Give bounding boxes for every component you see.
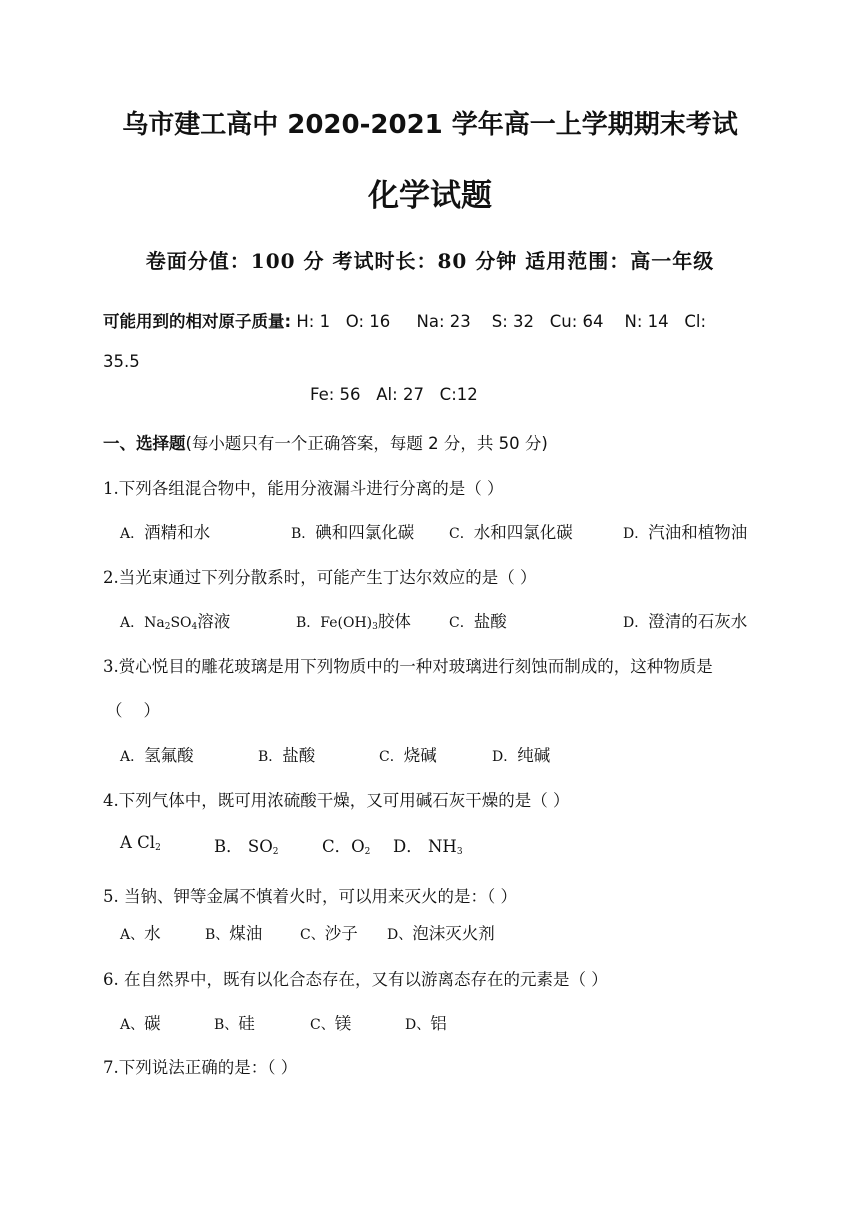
question-number: 3. [103,657,119,676]
atomic-mass-values: H: 1 O: 16 Na: 23 S: 32 Cu: 64 N: 14 Cl: [296,312,707,331]
question-text: 当钠、钾等金属不慎着火时，可以用来灭火的是：（ ） [124,887,517,906]
q1-option-a: A．酒精和水 [120,523,211,542]
atomic-mass-label: 可能用到的相对原子质量: [103,312,292,331]
q6-option-c: C、镁 [310,1014,352,1033]
q5-option-a: A、水 [120,924,161,943]
atomic-mass-line-3: Fe: 56 Al: 27 C:12 [310,385,478,404]
section-title: 一、选择题 [103,434,186,453]
question-text: 赏心悦目的雕花玻璃是用下列物质中的一种对玻璃进行刻蚀而制成的，这种物质是 [118,657,713,676]
q3-option-c: C．烧碱 [379,746,437,765]
q4-option-a: A $Cl_2$ [120,833,161,853]
question-text: 在自然界中，既有以化合态存在，又有以游离态存在的元素是（ ） [124,970,608,989]
question-number: 6. [103,970,119,989]
question-1 [103,475,504,499]
question-2 [103,564,537,588]
question-6 [103,966,608,990]
q5-option-b: B、煤油 [205,924,263,943]
q1-option-b: B．碘和四氯化碳 [291,523,415,542]
question-text: 下列说法正确的是：（ ） [118,1058,298,1077]
q3-option-b: B．盐酸 [258,746,316,765]
q5-option-c: C、沙子 [300,924,358,943]
atomic-mass-line-1 [103,308,706,332]
question-7 [103,1054,297,1078]
question-text: 下列各组混合物中，能用分液漏斗进行分离的是（ ） [118,479,504,498]
q6-option-d: D、铝 [405,1014,447,1033]
question-text: 当光束通过下列分散系时，可能产生丁达尔效应的是（ ） [118,568,537,587]
question-number: 7. [103,1058,119,1077]
q4-option-b: B． $SO_2$ [214,837,279,857]
question-number: 2. [103,568,119,587]
question-3 [103,653,713,677]
question-number: 5. [103,887,119,906]
section-heading [103,430,548,454]
q3-option-a: A．氢氟酸 [120,746,194,765]
q2-option-d: D．澄清的石灰水 [623,612,748,631]
q3-option-d: D．纯碱 [492,746,551,765]
subject-title: 化学试题 [368,178,492,214]
question-number: 1. [103,479,119,498]
q4-option-d: D． $NH_3$ [393,837,463,857]
question-number: 4. [103,791,119,810]
atomic-mass-line-2: 35.5 [103,352,140,371]
question-4 [103,787,570,811]
q1-option-d: D．汽油和植物油 [623,523,748,542]
question-5 [103,883,517,907]
q5-option-d: D、泡沫灭火剂 [387,924,495,943]
section-note: (每小题只有一个正确答案，每题 2 分，共 50 分) [185,434,548,453]
q2-option-c: C．盐酸 [449,612,507,631]
q6-option-b: B、硅 [214,1014,255,1033]
q4-option-c: C．$O_2$ [322,837,371,857]
question-3-paren: （ ） [106,701,160,720]
q6-option-a: A、碳 [120,1014,161,1033]
q1-option-c: C．水和四氯化碳 [449,523,573,542]
q2-option-a: A．$Na_2SO_4$溶液 [120,612,231,632]
exam-title: 乌市建工高中 2020-2021 学年高一上学期期末考试 [122,110,738,140]
question-text: 下列气体中，既可用浓硫酸干燥，又可用碱石灰干燥的是（ ） [118,791,570,810]
q2-option-b: B．$Fe(OH)_3$胶体 [296,612,411,632]
exam-meta: 卷面分值：100 分 考试时长：80 分钟 适用范围：高一年级 [145,249,715,273]
